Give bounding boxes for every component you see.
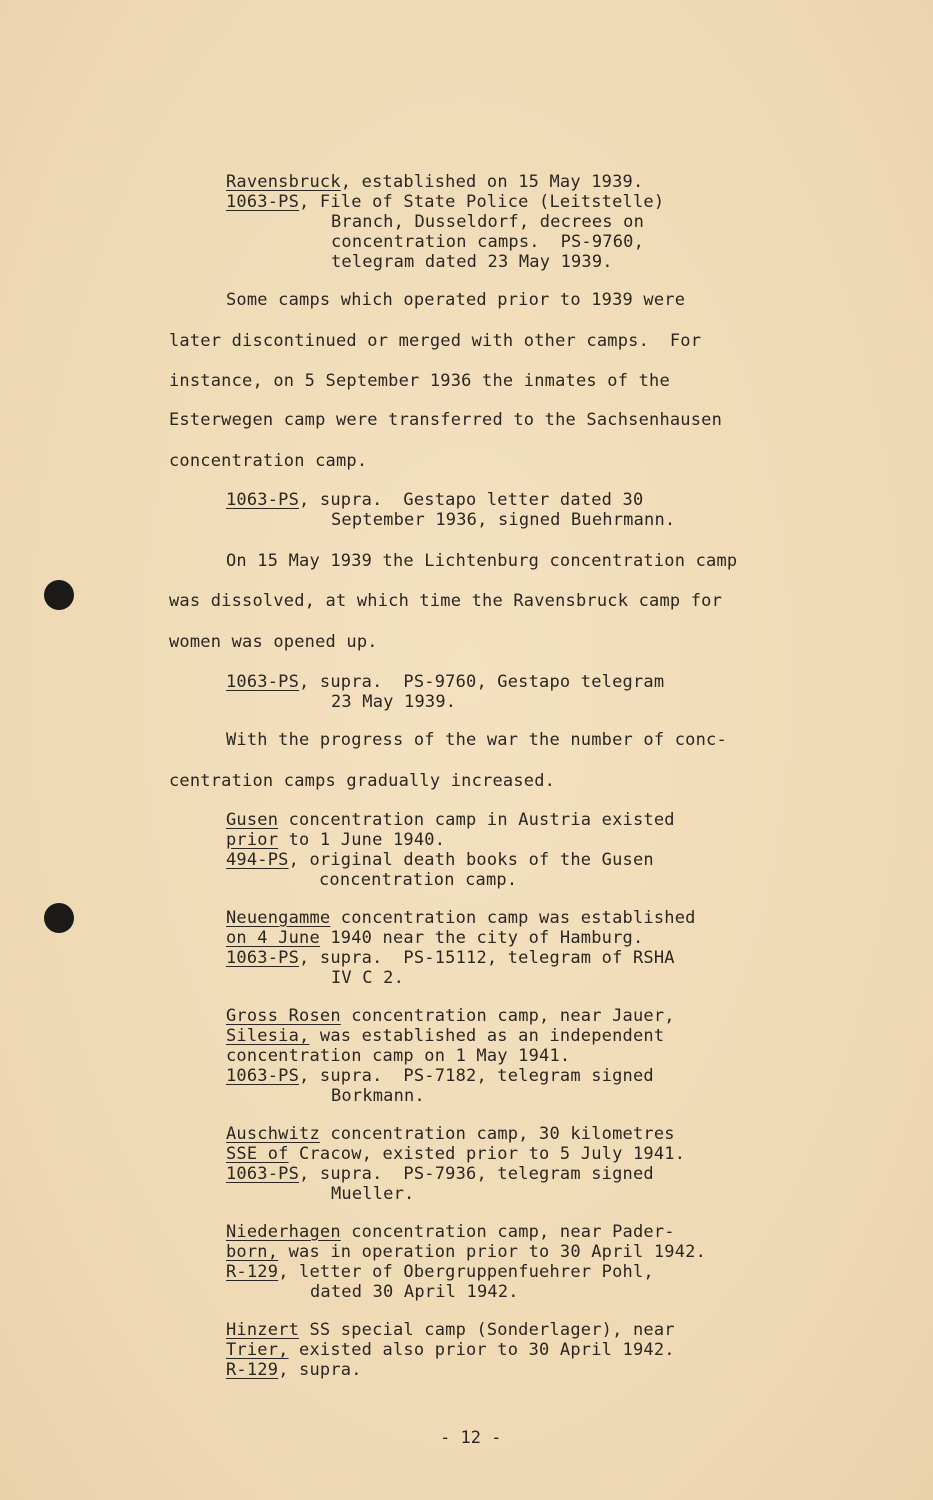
body-text-line: With the progress of the war the number of conc- — [226, 730, 727, 750]
citation-ref: R-129, letter of Obergruppenfuehrer Pohl, — [226, 1262, 654, 1282]
camp-name: Neuengamme — [226, 908, 331, 928]
neuengamme-line: Neuengamme concentration camp was established — [226, 908, 696, 928]
gross-rosen-line: concentration camp on 1 May 1941. — [226, 1046, 571, 1066]
citation-ref: 494-PS, original death books of the Gusen — [226, 850, 654, 870]
body-text-line: concentration camp. — [169, 451, 368, 471]
auschwitz-line: SSE of Cracow, existed prior to 5 July 1941. — [226, 1144, 686, 1164]
citation-line: concentration camp. — [319, 870, 518, 890]
citation-line: Branch, Dusseldorf, decrees on — [331, 212, 645, 232]
document-id: 1063-PS — [226, 948, 300, 968]
neuengamme-line: on 4 June 1940 near the city of Hamburg. — [226, 928, 644, 948]
citation-line: September 1936, signed Buehrmann. — [331, 510, 676, 530]
document-id: 1063-PS — [226, 1164, 300, 1184]
auschwitz-line: Auschwitz concentration camp, 30 kilometres — [226, 1124, 675, 1144]
citation-line: IV C 2. — [331, 968, 405, 988]
punch-hole-top — [44, 580, 74, 610]
body-text-line: Some camps which operated prior to 1939 were — [226, 290, 686, 310]
citation-ref: 1063-PS, supra. Gestapo letter dated 30 — [226, 490, 644, 510]
citation-line: Mueller. — [331, 1184, 415, 1204]
citation-ref: 1063-PS, supra. PS-9760, Gestapo telegram — [226, 672, 665, 692]
document-id: 1063-PS — [226, 1066, 300, 1086]
page-number: - 12 - — [440, 1428, 502, 1448]
citation-ref: 1063-PS, supra. PS-7936, telegram signed — [226, 1164, 654, 1184]
document-id: 1063-PS — [226, 672, 300, 692]
document-id: 1063-PS — [226, 490, 300, 510]
camp-name: Gross Rosen — [226, 1006, 341, 1026]
body-text-line: On 15 May 1939 the Lichtenburg concentration camp — [226, 551, 738, 571]
citation-ref: 1063-PS, supra. PS-7182, telegram signed — [226, 1066, 654, 1086]
gross-rosen-line: Gross Rosen concentration camp, near Jauer, — [226, 1006, 675, 1026]
body-text-line: instance, on 5 September 1936 the inmates of the — [169, 371, 670, 391]
citation-line: telegram dated 23 May 1939. — [331, 252, 613, 272]
camp-name: Gusen — [226, 810, 279, 830]
citation-ref: 1063-PS, File of State Police (Leitstelle) — [226, 192, 665, 212]
gusen-line: prior to 1 June 1940. — [226, 830, 446, 850]
document-id: 1063-PS — [226, 192, 300, 212]
document-id: 494-PS — [226, 850, 289, 870]
ravensbruck-line: Ravensbruck, established on 15 May 1939. — [226, 172, 644, 192]
niederhagen-line: Niederhagen concentration camp, near Pader- — [226, 1222, 675, 1242]
citation-ref: 1063-PS, supra. PS-15112, telegram of RSHA — [226, 948, 675, 968]
gross-rosen-line: Silesia, was established as an independent — [226, 1026, 665, 1046]
gusen-line: Gusen concentration camp in Austria existed — [226, 810, 675, 830]
camp-name: Niederhagen — [226, 1222, 341, 1242]
body-text-line: was dissolved, at which time the Ravensbruck camp for — [169, 591, 723, 611]
hinzert-line: Hinzert SS special camp (Sonderlager), near — [226, 1320, 675, 1340]
body-text-line: Esterwegen camp were transferred to the Sachsenhausen — [169, 410, 723, 430]
camp-name: Auschwitz — [226, 1124, 320, 1144]
citation-line: Borkmann. — [331, 1086, 425, 1106]
camp-name: Hinzert — [226, 1320, 300, 1340]
niederhagen-line: born, was in operation prior to 30 April 1942. — [226, 1242, 707, 1262]
body-text-line: women was opened up. — [169, 632, 378, 652]
citation-line: dated 30 April 1942. — [310, 1282, 519, 1302]
hinzert-line: Trier, existed also prior to 30 April 1942. — [226, 1340, 675, 1360]
body-text-line: later discontinued or merged with other camps. For — [169, 331, 702, 351]
citation-line: 23 May 1939. — [331, 692, 457, 712]
punch-hole-bottom — [44, 903, 74, 933]
body-text-line: centration camps gradually increased. — [169, 771, 556, 791]
citation-line: concentration camps. PS-9760, — [331, 232, 645, 252]
camp-name: Ravensbruck — [226, 172, 341, 192]
document-id: R-129 — [226, 1262, 279, 1282]
document-id: R-129 — [226, 1360, 279, 1380]
citation-ref: R-129, supra. — [226, 1360, 362, 1380]
